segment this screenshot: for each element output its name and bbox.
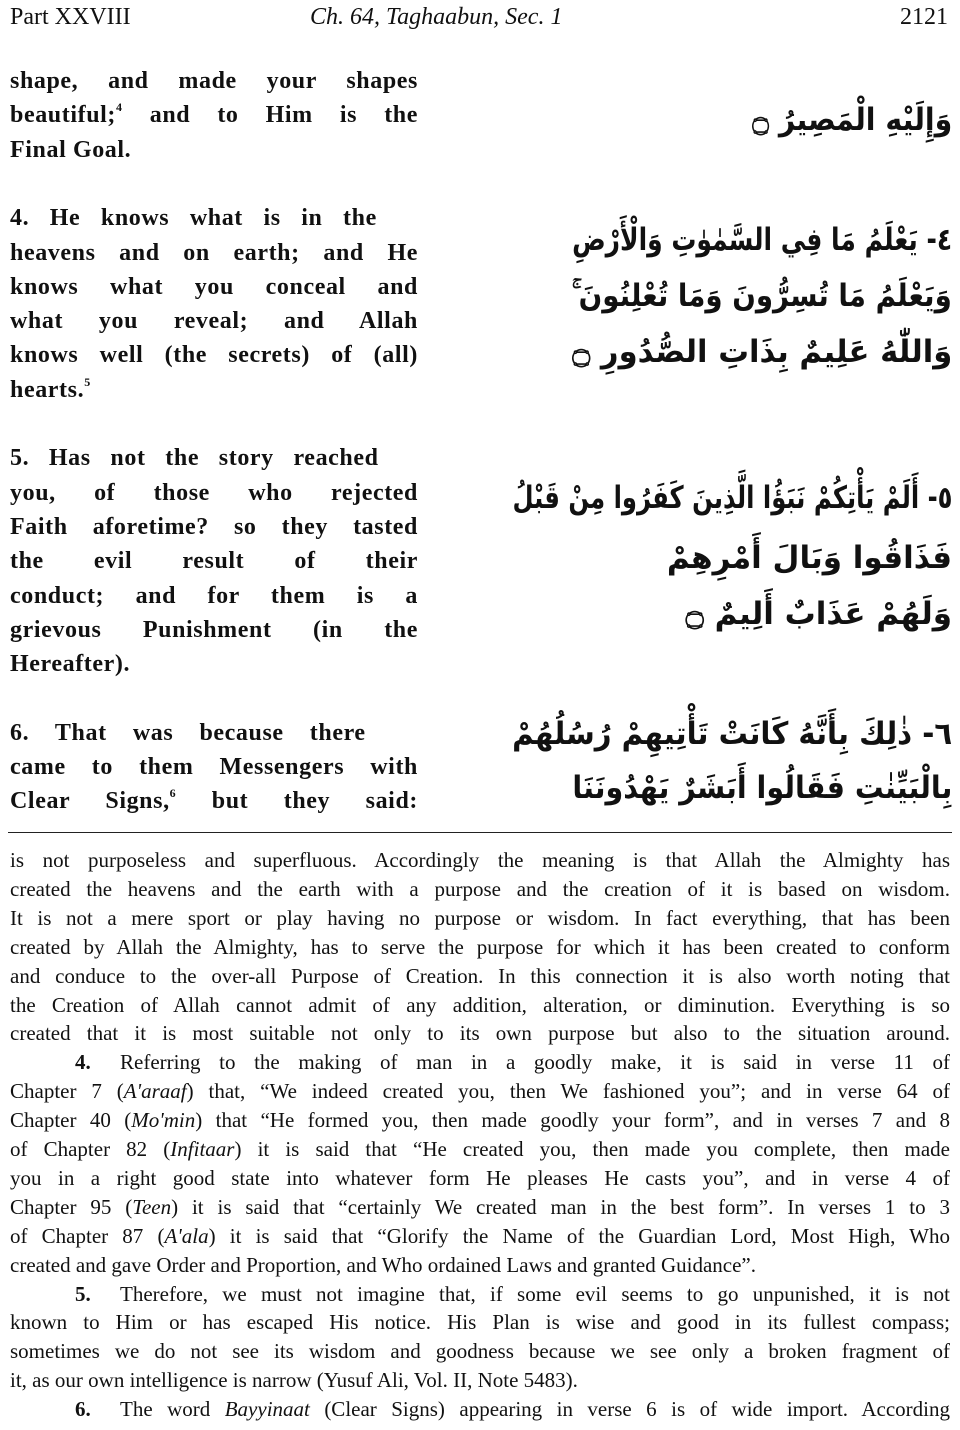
arabic-verse-line: فَذَاقُوا وَبَالَ أَمْرِهِمْ [666,540,952,576]
translation-line [10,240,418,267]
translation-line [10,617,418,644]
text-run: conduct; and for them is a [10,582,418,609]
commentary-line [10,906,950,931]
commentary-line [10,1108,950,1133]
translation-line [10,68,418,95]
commentary-line [10,1282,950,1307]
arabic-verse-line: ٦- ذٰلِكَ بِأَنَّهُ كَانَتْ تَأْتِيهِمْ رُسُلُهُمْ [512,716,952,752]
text-run: Mo'min [131,1108,196,1133]
text-run: ) that, “We indeed created you, then We fashioned you”; and in verse 64 of [186,1079,950,1104]
running-header-part: Part XXVIII [10,4,131,30]
commentary-line [10,1224,950,1249]
running-header-chapter: Ch. 64, Taghaabun, Sec. 1 [310,4,563,30]
arabic-verse-line: بِالْبَيِّنٰتِ فَقَالُوا أَبَشَرٌ يَهْدُونَنَا [572,770,952,806]
text-run: ) it is said that “He created you, then made you complete, then made [234,1137,950,1161]
text-run: of Chapter 87 ( [10,1223,165,1248]
page-number: 2121 [900,4,948,30]
text-run: Chapter 7 ( [10,1079,124,1104]
text-run: knows well (the secrets) of (all) [10,342,418,369]
text-run: of Chapter 82 ( [10,1137,171,1161]
commentary-line [10,1368,578,1393]
commentary-line [10,1166,950,1191]
text-run: It is not a mere sport or play having no purpose or wisdom. In fact everything, that has been [10,905,950,930]
commentary-line [10,1050,950,1075]
translation-line [10,308,418,335]
translation-line [10,445,379,472]
text-run: grievous Punishment (in the [10,616,418,643]
text-run: shape, and made your shapes [10,68,418,94]
text-run: The word [120,1397,225,1422]
text-run: the Creation of Allah cannot admit of any addition, alteration, or diminution. Everything is so [10,992,950,1017]
text-run: you, of those who rejected [10,479,418,506]
text-run: Infitaar [170,1137,235,1161]
text-run: Chapter 95 ( [10,1194,133,1219]
text-run: Bayyinaat [224,1397,310,1422]
text-run: sometimes we do not see its wisdom and goodness because we see only a broken fragment of [10,1339,950,1364]
note-number: 4. [75,1050,91,1075]
text-run: created that it is most suitable not only to its own purpose but also to the situation around. [10,1021,950,1046]
translation-line [10,548,418,575]
text-run: A'araaf [123,1079,187,1104]
text-run: beautiful; [10,102,117,129]
translation-line [10,754,418,781]
commentary-line [10,1195,950,1220]
translation-line [10,342,418,369]
commentary-line [10,1079,950,1104]
text-run: and conduce to the over-all Purpose of Creation. In this connection it is also worth noting that [10,963,950,988]
text-run: 5. Has not the story reached [10,445,379,472]
commentary-line [10,935,950,960]
translation-line [10,374,91,404]
translation-line [10,651,130,678]
text-run: Final Goal. [10,136,132,163]
text-run: heavens and on earth; and He [10,239,418,266]
text-run: Clear Signs, [10,788,170,815]
translation-line [10,274,418,301]
translation-line [10,205,377,232]
text-run: 4. He knows what is in the [10,205,377,232]
commentary-line [10,1339,950,1364]
commentary-line [10,877,950,902]
footnote-ref: 5 [84,374,91,389]
commentary-line [10,1310,950,1335]
arabic-verse-line: وَيَعْلَمُ مَا تُسِرُّونَ وَمَا تُعْلِنُونَ ۚ [572,278,952,314]
text-run: created and gave Order and Proportion, and Who ordained Laws and granted Guidance”. [10,1252,756,1277]
text-run: created by Allah the Almighty, has to serve the purpose for which it has been created to conform [10,934,950,959]
footnote-divider [8,832,952,833]
text-run: Hereafter). [10,651,131,678]
translation-line [10,102,418,129]
translation-line [10,480,418,507]
translation-line [10,514,418,541]
translation-line [10,583,418,610]
text-run: (Clear Signs) appearing in verse 6 is of wide import. According [309,1397,950,1422]
text-run: came to them Messengers with [10,754,418,780]
commentary-line [10,1137,950,1162]
text-run: is not purposeless and superfluous. Accordingly the meaning is that Allah the Almighty has [10,848,950,872]
text-run: Faith aforetime? so they tasted [10,513,418,540]
text-run: Referring to the making of man in a goodly make, it is said in verse 11 of [120,1050,950,1075]
arabic-verse-line: وَإِلَيْهِ الْمَصِيرُ ۝ [752,102,952,138]
text-run: you in a right good state into whatever form He pleases He casts you”, and in verse 4 of [10,1165,950,1190]
text-run: Teen [132,1194,172,1219]
commentary-line [10,964,950,989]
text-run: the evil result of their [10,548,418,575]
text-run: known to Him or has escaped His notice. His Plan is wise and good in its fullest compass; [10,1310,950,1335]
commentary-line [10,1397,950,1422]
translation-line [10,720,366,747]
arabic-verse-line: ٥- أَلَمْ يَأْتِكُمْ نَبَؤُا الَّذِينَ كَفَرُوا مِنْ قَبْلُ [512,480,952,516]
translation-line [10,137,131,164]
note-number: 5. [75,1281,91,1306]
translation-line [10,788,418,815]
text-run: Chapter 40 ( [10,1108,132,1133]
commentary-line [10,993,950,1018]
text-run: it, as our own intelligence is narrow (Yusuf Ali, Vol. II, Note 5483). [10,1368,578,1393]
text-run: A'ala [164,1223,209,1248]
text-run: ) it is said that “certainly We created man in the best form”. In verses 1 to 3 [171,1194,950,1219]
text-run: Therefore, we must not imagine that, if some evil seems to go unpunished, it is not [120,1281,950,1306]
arabic-verse-line: وَاللّٰهُ عَلِيمٌ بِذَاتِ الصُّدُورِ ۝ [572,334,952,370]
arabic-verse-line: وَلَهُمْ عَذَابٌ أَلِيمٌ ۝ [685,596,952,632]
text-run: ) it is said that “Glorify the Name of the Guardian Lord, Most High, Who [208,1223,950,1248]
arabic-verse-line: ٤- يَعْلَمُ مَا فِي السَّمٰوٰتِ وَالْأَرْضِ [572,222,952,258]
commentary-line [10,1021,950,1046]
commentary-line [10,848,950,873]
text-run: ) that “He formed you, then made goodly your form”, and in verses 7 and 8 [195,1108,950,1133]
commentary-line [10,1253,756,1278]
footnote-ref: 4 [116,100,123,115]
text-run: and to Him is the [122,102,418,129]
text-run: hearts. [10,376,85,403]
footnote-ref: 6 [169,786,177,801]
text-run: but they said: [176,788,418,815]
text-run: 6. That was because there [10,719,366,746]
text-run: knows what you conceal and [10,273,418,300]
note-number: 6. [75,1397,91,1422]
text-run: created the heavens and the earth with a purpose and the creation of it is based on wisdom. [10,876,950,901]
text-run: what you reveal; and Allah [10,308,418,335]
